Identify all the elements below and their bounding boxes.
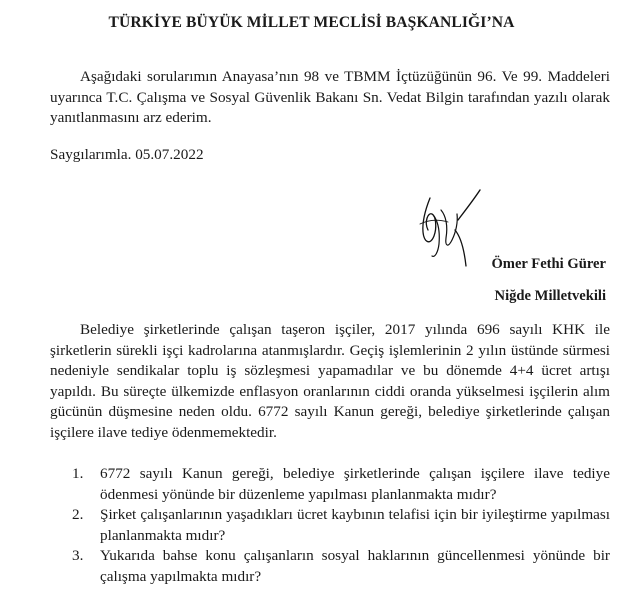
question-item [50, 505, 610, 546]
question-number: 3. [72, 547, 84, 565]
question-number: 1. [72, 465, 84, 482]
document-title: TÜRKİYE BÜYÜK MİLLET MECLİSİ BAŞKANLIĞI’NA [108, 14, 515, 31]
body-paragraph: Belediye şirketlerinde çalışan taşeron işçiler, 2017 yılında 696 sayılı KHK ile şirketlerin sürekli işçi kadrolarına atanmışlardır. Geçiş işlemlerinin 2 yılın üstünde sürmesi nedeniyle sendikalar toplu iş sözleşmesi yapamadılar ve bu dönemde 4+4 ücret artışı yapıldı. Bu süreçte ülkemizde enflasyon oranlarının ciddi oranda yükselmesi işçilerin alım gücünün düşmesine neden oldu. 6772 sayılı Kanun gereği, belediye şirketlerinde çalışan işçilere ilave tediye ödenmemektedir. [50, 321, 610, 441]
question-text: 6772 sayılı Kanun gereği, belediye şirketlerinde çalışan işçilere ilave tediye ödenmesi yönünde bir düzenleme yapılması planlanmakta mıdır? [100, 465, 610, 503]
question-text: Şirket çalışanlarının yaşadıkları ücret kaybının telafisi için bir iyileştirme yapılması planlanmakta mıdır? [100, 506, 610, 544]
question-item [50, 464, 610, 505]
signatory-name: Ömer Fethi Gürer [491, 256, 606, 272]
question-text: Yukarıda bahse konu çalışanların sosyal haklarının güncellenmesi yönünde bir çalışma yapılmakta mıdır? [100, 547, 610, 585]
intro-paragraph: Aşağıdaki sorularımın Anayasa’nın 98 ve TBMM İçtüzüğünün 96. Ve 99. Maddeleri uyarınca T.C. Çalışma ve Sosyal Güvenlik Bakanı Sn. Vedat Bilgin tarafından yazılı olarak yanıtlanmasını arz ederim. [50, 68, 610, 127]
question-item [50, 546, 610, 587]
greeting-date: Saygılarımla. 05.07.2022 [50, 146, 204, 163]
question-list [50, 464, 610, 588]
question-number: 2. [72, 506, 84, 524]
signatory-title: Niğde Milletvekili [494, 288, 606, 304]
handwritten-signature [408, 186, 490, 272]
